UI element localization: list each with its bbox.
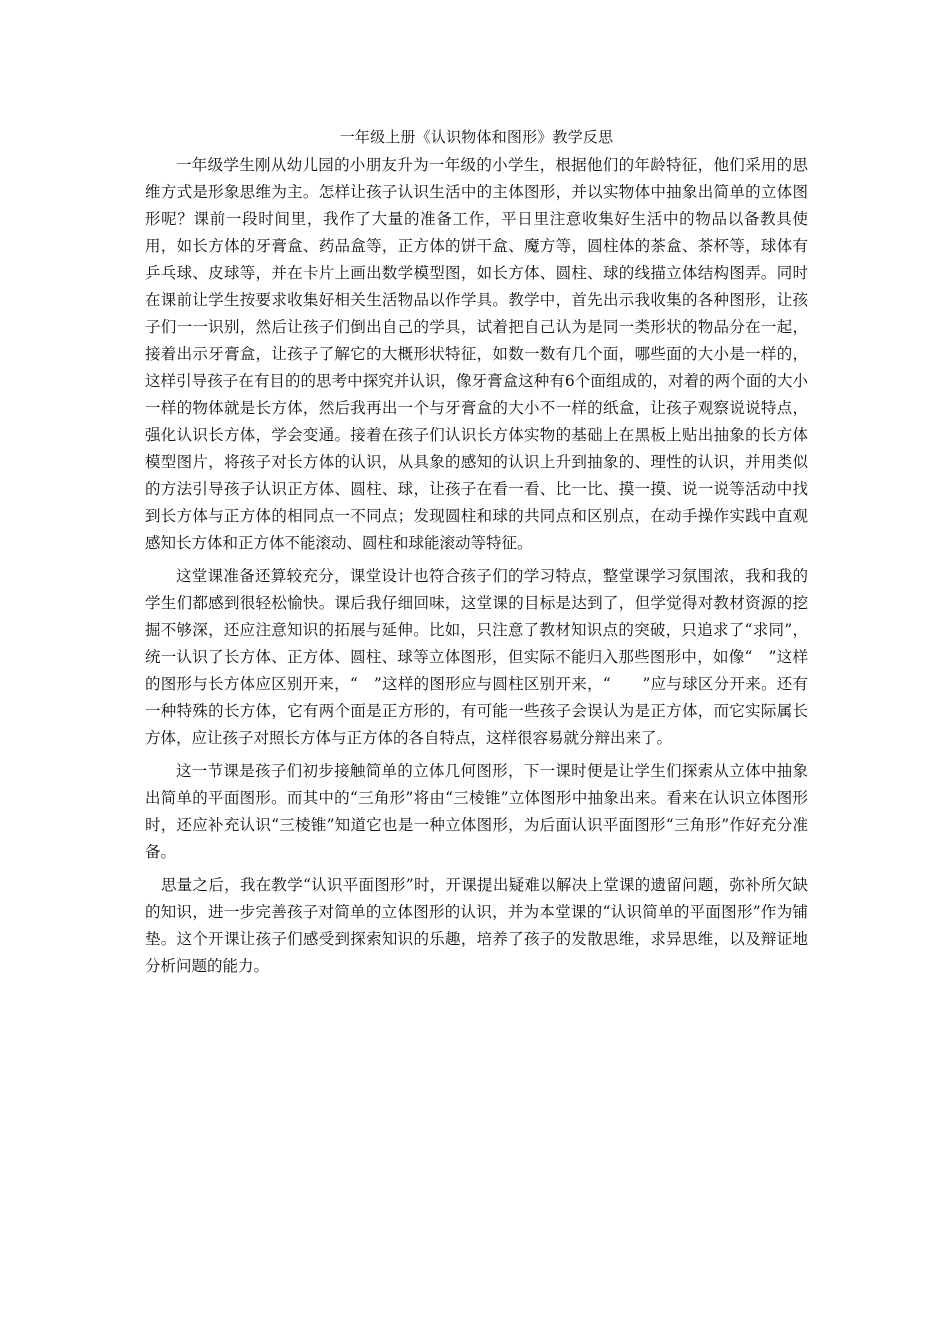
paragraph-1: 一年级学生刚从幼儿园的小朋友升为一年级的小学生，根据他们的年龄特征，他们采用的思维方式是形象思维为主。怎样让孩子认识生活中的主体图形，并以实物体中抽象出简单的立体图形呢？课前一段时间里，我作了大量的准备工作，平日里注意收集好生活中的物品以备教具使用，如长方体的牙膏盒、药品盒等，正方体的饼干盒、魔方等，圆柱体的茶盒、茶杯等，球体有乒乓球、皮球等，并在卡片上画出数学模型图，如长方体、圆柱、球的线描立体结构图弄。同时在课前让学生按要求收集好相关生活物品以作学具。教学中，首先出示我收集的各种图形，让孩子们一一识别，然后让孩子们倒出自己的学具，试着把自己认为是同一类形状的物品分在一起，接着出示牙膏盒，让孩子了解它的大概形状特征，如数一数有几个面，哪些面的大小是一样的，这样引导孩子在有目的的思考中探究并认识，像牙膏盒这种有6个面组成的，对着的两个面的大小一样的物体就是长方体，然后我再出一个与牙膏盒的大小不一样的纸盒，让孩子观察说说特点，强化认识长方体，学会变通。接着在孩子们认识长方体实物的基础上在黑板上贴出抽象的长方体模型图片，将孩子对长方体的认识，从具象的感知的认识上升到抽象的、理性的认识，并用类似的方法引导孩子认识正方体、圆柱、球，让孩子在看一看、比一比、摸一摸、说一说等活动中找到长方体与正方体的相同点一不同点；发现圆柱和球的共同点和区别点，在动手操作实践中直观感知长方体和正方体不能滚动、圆柱和球能滚动等特征。 [145,156,808,552]
document-title: 一年级上册《认识物体和图形》教学反思 [339,128,614,146]
paragraph-3: 这一节课是孩子们初步接触简单的立体几何图形，下一课时便是让学生们探索从立体中抽象出简单的平面图形。而其中的“三角形”将由“三棱锥”立体图形中抽象出来。看来在认识立体图形时，还应补充认识“三棱锥”知道它也是一种立体图形，为后面认识平面图形“三角形”作好充分准备。 [145,762,808,861]
document-body [145,124,808,980]
paragraph-4: 思量之后，我在教学“认识平面图形”时，开课提出疑难以解决上堂课的遗留问题，弥补所欠缺的知识，进一步完善孩子对简单的立体图形的认识，并为本堂课的“认识简单的平面图形”作为铺垫。这个开课让孩子们感受到探索知识的乐趣，培养了孩子的发散思维，求异思维，以及辩证地分析问题的能力。 [145,876,808,975]
paragraph-2: 这堂课准备还算较充分，课堂设计也符合孩子们的学习特点，整堂课学习氛围浓，我和我的学生们都感到很轻松愉快。课后我仔细回味，这堂课的目标是达到了，但学觉得对教材资源的挖掘不够深，还应注意知识的拓展与延伸。比如，只注意了教材知识点的突破，只追求了“求同”，统一认识了长方体、正方体、圆柱、球等立体图形，但实际不能归入那些图形中，如像“ ”这样的图形与长方体应区别开来，“ ”这样的图形应与圆柱区别开来，“ ”应与球区分开来。还有一种特殊的长方体，它有两个面是正方形的，有可能一些孩子会误认为是正方体，而它实际属长方体，应让孩子对照长方体与正方体的各自特点，这样很容易就分辩出来了。 [145,567,808,747]
